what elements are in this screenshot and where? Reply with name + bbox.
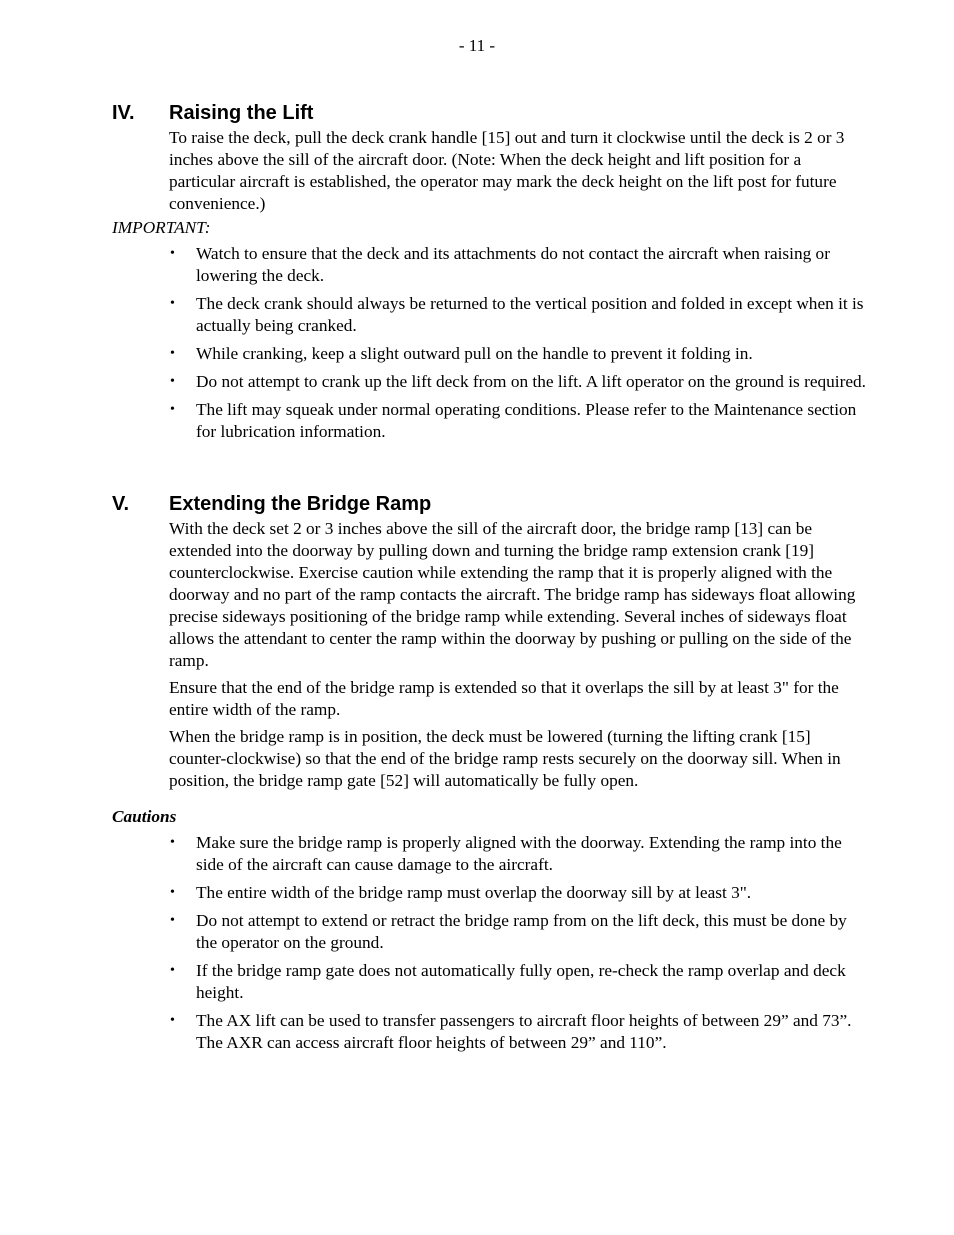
paragraph: When the bridge ramp is in position, the deck must be lowered (turning the lifting crank [15] counter-clockwise) so that the end of the bridge ramp rests securely on the doorway sill. When in position, the bridge ramp gate [52] will automatically be fully open.	[169, 727, 841, 790]
list-item-text: Do not attempt to extend or retract the bridge ramp from on the lift deck, this must be done by the operator on the ground.	[196, 911, 847, 952]
section-extending-bridge-ramp	[112, 490, 872, 1060]
section-number: IV.	[112, 102, 135, 124]
bullet-icon: •	[170, 1013, 175, 1028]
bullet-icon: •	[170, 246, 175, 261]
section-heading	[112, 99, 872, 127]
list-item-text: Watch to ensure that the deck and its attachments do not contact the aircraft when raising or lowering the deck.	[196, 244, 830, 285]
list-item	[169, 882, 869, 904]
important-list	[169, 243, 869, 443]
section-title: Extending the Bridge Ramp	[169, 493, 432, 515]
list-item-text: If the bridge ramp gate does not automatically fully open, re-check the ramp overlap and deck height.	[196, 961, 846, 1002]
list-item	[169, 910, 869, 954]
bullet-icon: •	[170, 913, 175, 928]
cautions-list	[169, 832, 869, 1054]
cautions-label: Cautions	[112, 807, 177, 826]
list-item-text: The lift may squeak under normal operating conditions. Please refer to the Maintenance section for lubrication information.	[196, 400, 857, 441]
list-item-text: Do not attempt to crank up the lift deck from on the lift. A lift operator on the ground is required.	[196, 372, 866, 391]
section-body	[169, 127, 869, 215]
paragraph: To raise the deck, pull the deck crank handle [15] out and turn it clockwise until the deck is 2 or 3 inches above the sill of the aircraft door. (Note: When the deck height and lift position for a particular aircraft is established, the operator may mark the deck height on the lift post for future convenience.)	[169, 128, 845, 213]
paragraph: Ensure that the end of the bridge ramp is extended so that it overlaps the sill by at least 3" for the entire width of the ramp.	[169, 678, 839, 719]
bullet-icon: •	[170, 402, 175, 417]
list-item	[169, 293, 869, 337]
list-item	[169, 343, 869, 365]
list-item	[169, 832, 869, 876]
paragraph: With the deck set 2 or 3 inches above the sill of the aircraft door, the bridge ramp [13] can be extended into the doorway by pulling down and turning the bridge ramp extension crank [19] counterclockwise. Exercise caution while extending the ramp that it is properly aligned with the doorway and no part of the ramp contacts the aircraft. The bridge ramp has sideways float allowing precise sideways positioning of the bridge ramp while extending. Several inches of sideways float allows the attendant to center the ramp within the doorway by pushing or pulling on the side of the ramp.	[169, 519, 856, 670]
section-number: V.	[112, 493, 130, 515]
bullet-icon: •	[170, 374, 175, 389]
list-item	[169, 243, 869, 287]
bullet-icon: •	[170, 296, 175, 311]
list-item-text: The AX lift can be used to transfer passengers to aircraft floor heights of between 29” and 73”. The AXR can access aircraft floor heights of between 29” and 110”.	[196, 1011, 852, 1052]
bullet-icon: •	[170, 885, 175, 900]
section-body	[169, 518, 869, 792]
list-item-text: The entire width of the bridge ramp must overlap the doorway sill by at least 3".	[196, 883, 752, 902]
list-item	[169, 371, 869, 393]
list-item-text: Make sure the bridge ramp is properly aligned with the doorway. Extending the ramp into the side of the aircraft can cause damage to the aircraft.	[196, 833, 842, 874]
list-item-text: While cranking, keep a slight outward pull on the handle to prevent it folding in.	[196, 344, 753, 363]
important-label: IMPORTANT:	[112, 218, 211, 237]
list-item	[169, 1010, 869, 1054]
section-title: Raising the Lift	[169, 102, 314, 124]
section-raising-the-lift	[112, 99, 872, 449]
section-heading	[112, 490, 872, 518]
bullet-icon: •	[170, 835, 175, 850]
bullet-icon: •	[170, 963, 175, 978]
list-item	[169, 960, 869, 1004]
list-item-text: The deck crank should always be returned to the vertical position and folded in except when it is actually being cranked.	[196, 294, 864, 335]
bullet-icon: •	[170, 346, 175, 361]
list-item	[169, 399, 869, 443]
page-number: - 11 -	[458, 36, 496, 55]
